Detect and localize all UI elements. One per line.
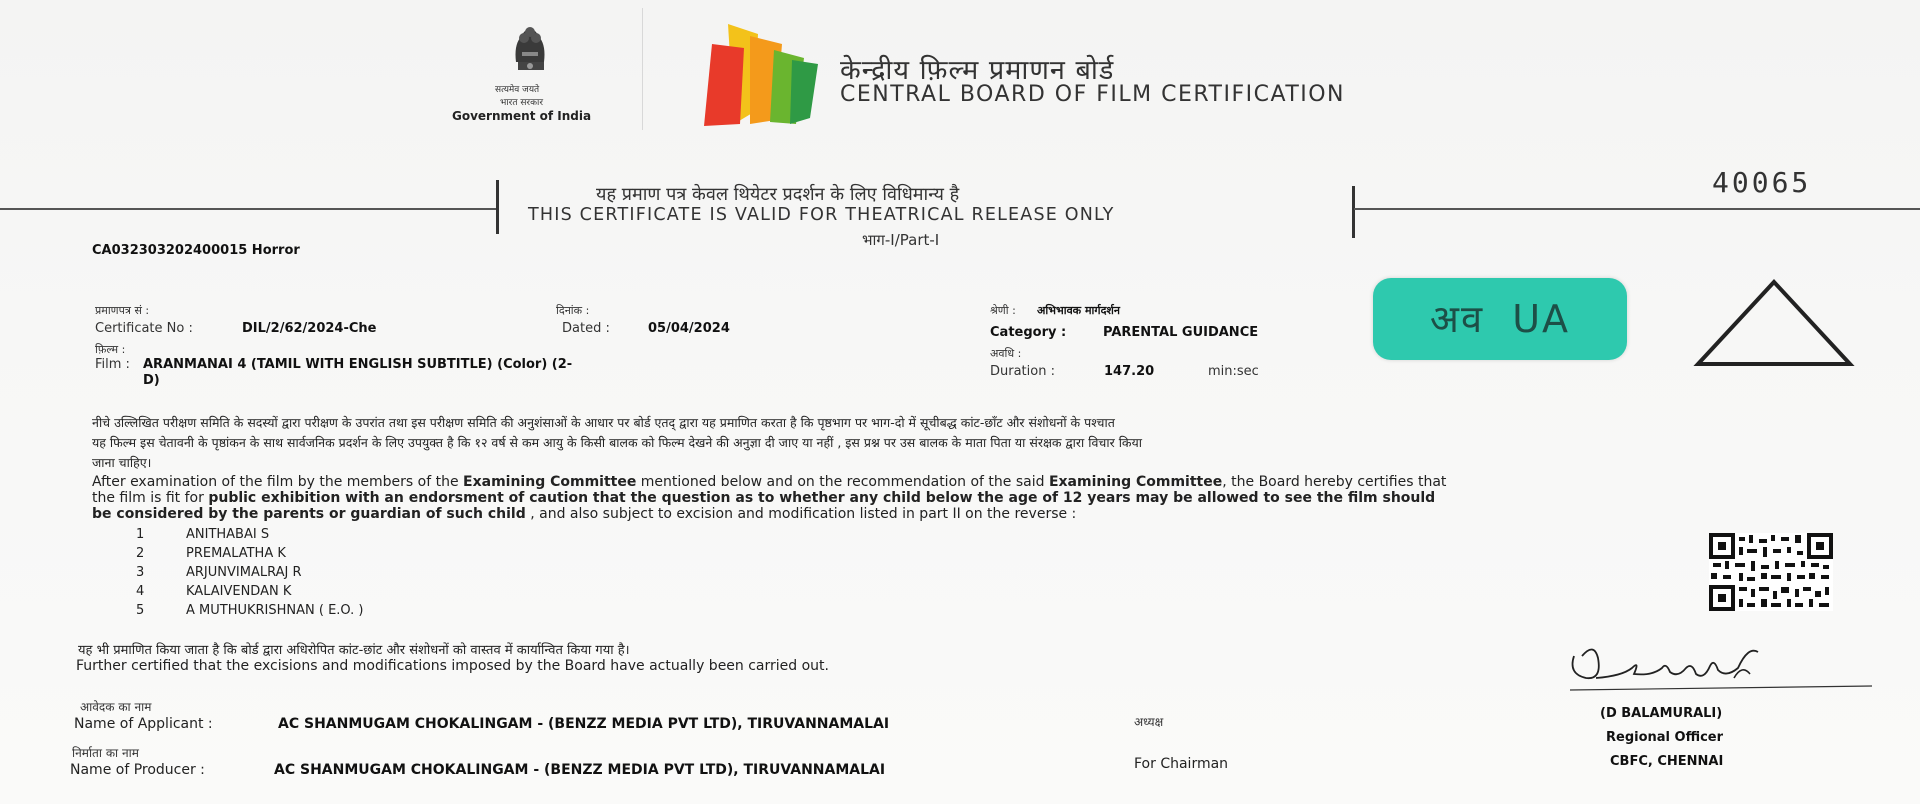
signature-icon bbox=[1562, 634, 1882, 700]
film-label: Film : bbox=[95, 357, 130, 372]
further-certified-english: Further certified that the excisions and modifications imposed by the Board have actually been carried out. bbox=[76, 658, 829, 674]
duration-label: Duration : bbox=[990, 364, 1055, 379]
signature bbox=[1562, 634, 1882, 700]
banner-right-bracket bbox=[1352, 186, 1355, 238]
further-certified-hindi: यह भी प्रमाणित किया जाता है कि बोर्ड द्वारा अधिरोपित कांट-छांट और संशोधनों को वास्तव में कार्यान्वित किया गया है। bbox=[78, 643, 630, 658]
date-label: Dated : bbox=[562, 321, 610, 336]
category-label: Category : bbox=[990, 325, 1067, 340]
certificate-no-value: DIL/2/62/2024-Che bbox=[242, 321, 377, 336]
signatory-name: (D BALAMURALI) bbox=[1600, 706, 1723, 721]
board-name-english: CENTRAL BOARD OF FILM CERTIFICATION bbox=[840, 82, 1346, 107]
signatory-office: CBFC, CHENNAI bbox=[1610, 754, 1724, 769]
for-chairman: For Chairman bbox=[1134, 756, 1229, 772]
rating-triangle bbox=[1692, 276, 1856, 368]
committee-member: ARJUNVIMALRAJ R bbox=[186, 565, 302, 580]
duration-value: 147.20 bbox=[1104, 364, 1155, 379]
date-hindi: दिनांक : bbox=[556, 304, 590, 317]
certificate-no-hindi: प्रमाणपत्र सं : bbox=[95, 304, 150, 317]
committee-member: KALAIVENDAN K bbox=[186, 584, 292, 599]
committee-member: ANITHABAI S bbox=[186, 527, 270, 542]
banner-english: THIS CERTIFICATE IS VALID FOR THEATRICAL RELEASE ONLY bbox=[528, 205, 1115, 225]
rating-badge bbox=[1373, 278, 1627, 360]
certificate-serial-number: 40065 bbox=[1712, 166, 1812, 199]
certificate-no-label: Certificate No : bbox=[95, 321, 193, 336]
committee-num: 5 bbox=[136, 603, 145, 618]
producer-value: AC SHANMUGAM CHOKALINGAM - (BENZZ MEDIA PVT LTD), TIRUVANNAMALAI bbox=[274, 762, 886, 778]
rating-badge-text: अव UA bbox=[1429, 297, 1571, 341]
committee-num: 1 bbox=[136, 527, 145, 542]
triangle-symbol-icon bbox=[1692, 276, 1856, 368]
committee-num: 2 bbox=[136, 546, 145, 561]
banner-right-rule bbox=[1354, 208, 1920, 210]
chairman-hindi: अध्यक्ष bbox=[1134, 715, 1164, 729]
committee-num: 4 bbox=[136, 584, 145, 599]
board-name-hindi: केन्द्रीय फ़िल्म प्रमाणन बोर्ड bbox=[840, 55, 1115, 86]
committee-member: A MUTHUKRISHNAN ( E.O. ) bbox=[186, 603, 364, 618]
signatory-title: Regional Officer bbox=[1606, 730, 1724, 745]
category-hindi-label: श्रेणी : bbox=[990, 304, 1016, 317]
reference-code: CA032303202400015 Horror bbox=[92, 243, 300, 258]
hindi-paragraph-line-2: यह फिल्म इस चेतावनी के पृष्ठांकन के साथ सार्वजनिक प्रदर्शन के लिए उपयुक्त है कि १२ वर्ष से कम आयु के किसी बालक को फिल्म देखने की अनुज्ञा दी जाए या नहीं , इस प्रश्न पर उस बालक के माता पिता या संरक्षक द्वारा विचार किया bbox=[92, 435, 1143, 450]
qr-code bbox=[1709, 533, 1833, 611]
applicant-label: Name of Applicant : bbox=[74, 716, 213, 732]
date-value: 05/04/2024 bbox=[648, 321, 730, 336]
emblem bbox=[488, 16, 572, 78]
committee-num: 3 bbox=[136, 565, 145, 580]
banner-left-bracket bbox=[496, 180, 499, 234]
emblem-english: Government of India bbox=[452, 109, 592, 123]
ashoka-emblem-icon bbox=[488, 16, 572, 78]
cbfc-logo bbox=[700, 14, 822, 126]
cbfc-logo-icon bbox=[700, 14, 822, 126]
applicant-hindi: आवेदक का नाम bbox=[80, 700, 152, 714]
category-value: PARENTAL GUIDANCE bbox=[1103, 325, 1259, 340]
film-title-line1: ARANMANAI 4 (TAMIL WITH ENGLISH SUBTITLE) (Color) (2- bbox=[143, 357, 573, 372]
duration-unit: min:sec bbox=[1208, 364, 1259, 379]
english-paragraph-line-2: the film is fit for public exhibition with an endorsment of caution that the question as to whether any child below the age of 12 years may be allowed to see the film should bbox=[92, 490, 1436, 506]
emblem-hindi: भारत सरकार bbox=[500, 98, 544, 108]
applicant-value: AC SHANMUGAM CHOKALINGAM - (BENZZ MEDIA PVT LTD), TIRUVANNAMALAI bbox=[278, 716, 890, 732]
hindi-paragraph-line-1: नीचे उल्लिखित परीक्षण समिति के सदस्यों द्वारा परीक्षण के उपरांत तथा इस परीक्षण समिति की अनुशंसाओं के आधार पर बोर्ड एतद् द्वारा यह प्रमाणित करता है कि पृष्ठभाग पर भाग-दो में सूचीबद्ध कांट-छाँट और संशोधनों के पश्चात bbox=[92, 415, 1115, 430]
category-hindi-value: अभिभावक मार्गदर्शन bbox=[1037, 304, 1121, 317]
banner-left-rule bbox=[0, 208, 498, 210]
producer-hindi: निर्माता का नाम bbox=[72, 746, 139, 760]
film-title-line2: D) bbox=[143, 373, 160, 388]
hindi-paragraph-line-3: जाना चाहिए। bbox=[92, 455, 152, 470]
banner-hindi: यह प्रमाण पत्र केवल थियेटर प्रदर्शन के लिए विधिमान्य है bbox=[596, 184, 960, 205]
duration-hindi: अवधि : bbox=[990, 347, 1022, 360]
english-paragraph-line-1: After examination of the film by the members of the Examining Committee mentioned below and on the recommendation of the said Examining Committee, the Board hereby certifies that bbox=[92, 474, 1447, 490]
producer-label: Name of Producer : bbox=[70, 762, 205, 778]
english-paragraph-line-3: be considered by the parents or guardian of such child , and also subject to excision and modification listed in part II on the reverse : bbox=[92, 506, 1077, 522]
film-hindi: फ़िल्म : bbox=[95, 343, 126, 356]
header-divider bbox=[642, 8, 643, 130]
qr-code-icon bbox=[1709, 533, 1833, 611]
banner-part: भाग-I/Part-I bbox=[862, 231, 940, 249]
committee-member: PREMALATHA K bbox=[186, 546, 286, 561]
emblem-motto: सत्यमेव जयते bbox=[495, 85, 540, 95]
